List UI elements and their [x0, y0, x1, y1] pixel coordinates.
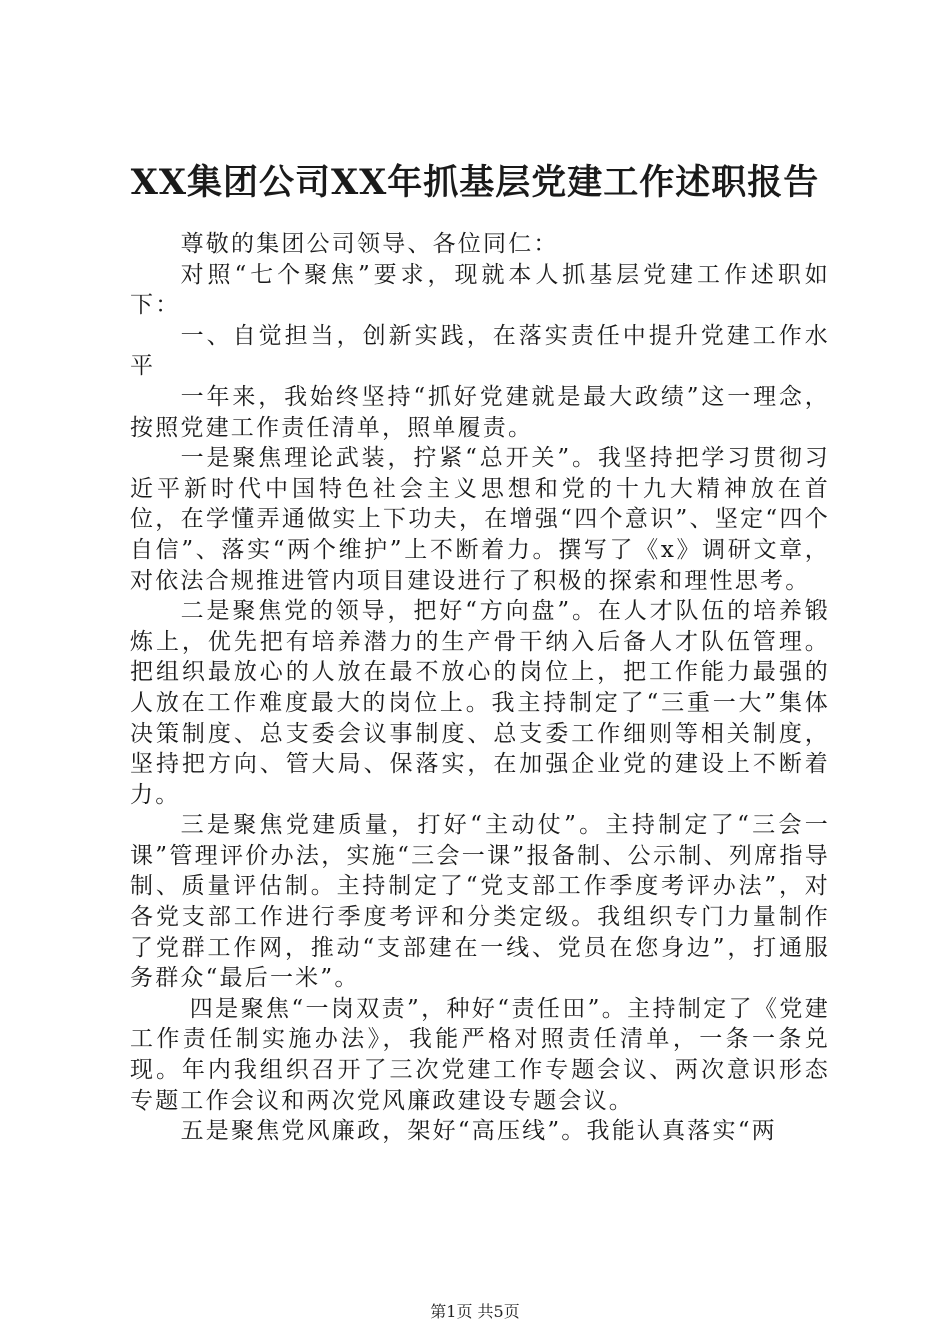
document-body [130, 229, 830, 1147]
body-paragraph: 一年来，我始终坚持“抓好党建就是最大政绩”这一理念，按照党建工作责任清单，照单履责。 [130, 383, 830, 441]
section-heading: 一、自觉担当，创新实践，在落实责任中提升党建工作水平 [130, 322, 830, 380]
salutation-paragraph: 尊敬的集团公司领导、各位同仁： [180, 231, 559, 257]
body-paragraph: 二是聚焦党的领导，把好“方向盘”。在人才队伍的培养锻炼上，优先把有培养潜力的生产骨干纳入后备人才队伍管理。把组织最放心的人放在最不放心的岗位上，把工作能力最强的人放在工作难度最大的岗位上。我主持制定了“三重一大”集体决策制度、总支委会议事制度、总支委工作细则等相关制度，坚持把方向、管大局、保落实，在加强企业党的建设上不断着力。 [130, 598, 830, 808]
body-paragraph: 五是聚焦党风廉政，架好“高压线”。我能认真落实“两 [180, 1118, 777, 1145]
page-number: 第1页 共5页 [430, 1302, 520, 1321]
body-paragraph: 一是聚焦理论武装，拧紧“总开关”。我坚持把学习贯彻习近平新时代中国特色社会主义思想和党的十九大精神放在首位，在学懂弄通做实上下功夫，在增强“四个意识”、坚定“四个自信”、落实“两个维护”上不断着力。撰写了《x》调研文章，对依法合规推进管内项目建设进行了积极的探索和理性思考。 [130, 445, 830, 594]
body-paragraph: 四是聚焦“一岗双责”，种好“责任田”。主持制定了《党建工作责任制实施办法》，我能严格对照责任清单，一条一条兑现。年内我组织召开了三次党建工作专题会议、两次意识形态专题工作会议和两次党风廉政建设专题会议。 [130, 995, 830, 1114]
body-paragraph: 三是聚焦党建质量，打好“主动仗”。主持制定了“三会一课”管理评价办法，实施“三会一课”报备制、公示制、列席指导制、质量评估制。主持制定了“党支部工作季度考评办法”，对各党支部工作进行季度考评和分类定级。我组织专门力量制作了党群工作网，推动“支部建在一线、党员在您身边”，打通服务群众“最后一米”。 [130, 812, 830, 992]
document-title: XX集团公司XX年抓基层党建工作述职报告 [130, 162, 820, 203]
intro-paragraph: 对照“七个聚焦”要求，现就本人抓基层党建工作述职如下： [130, 261, 830, 319]
